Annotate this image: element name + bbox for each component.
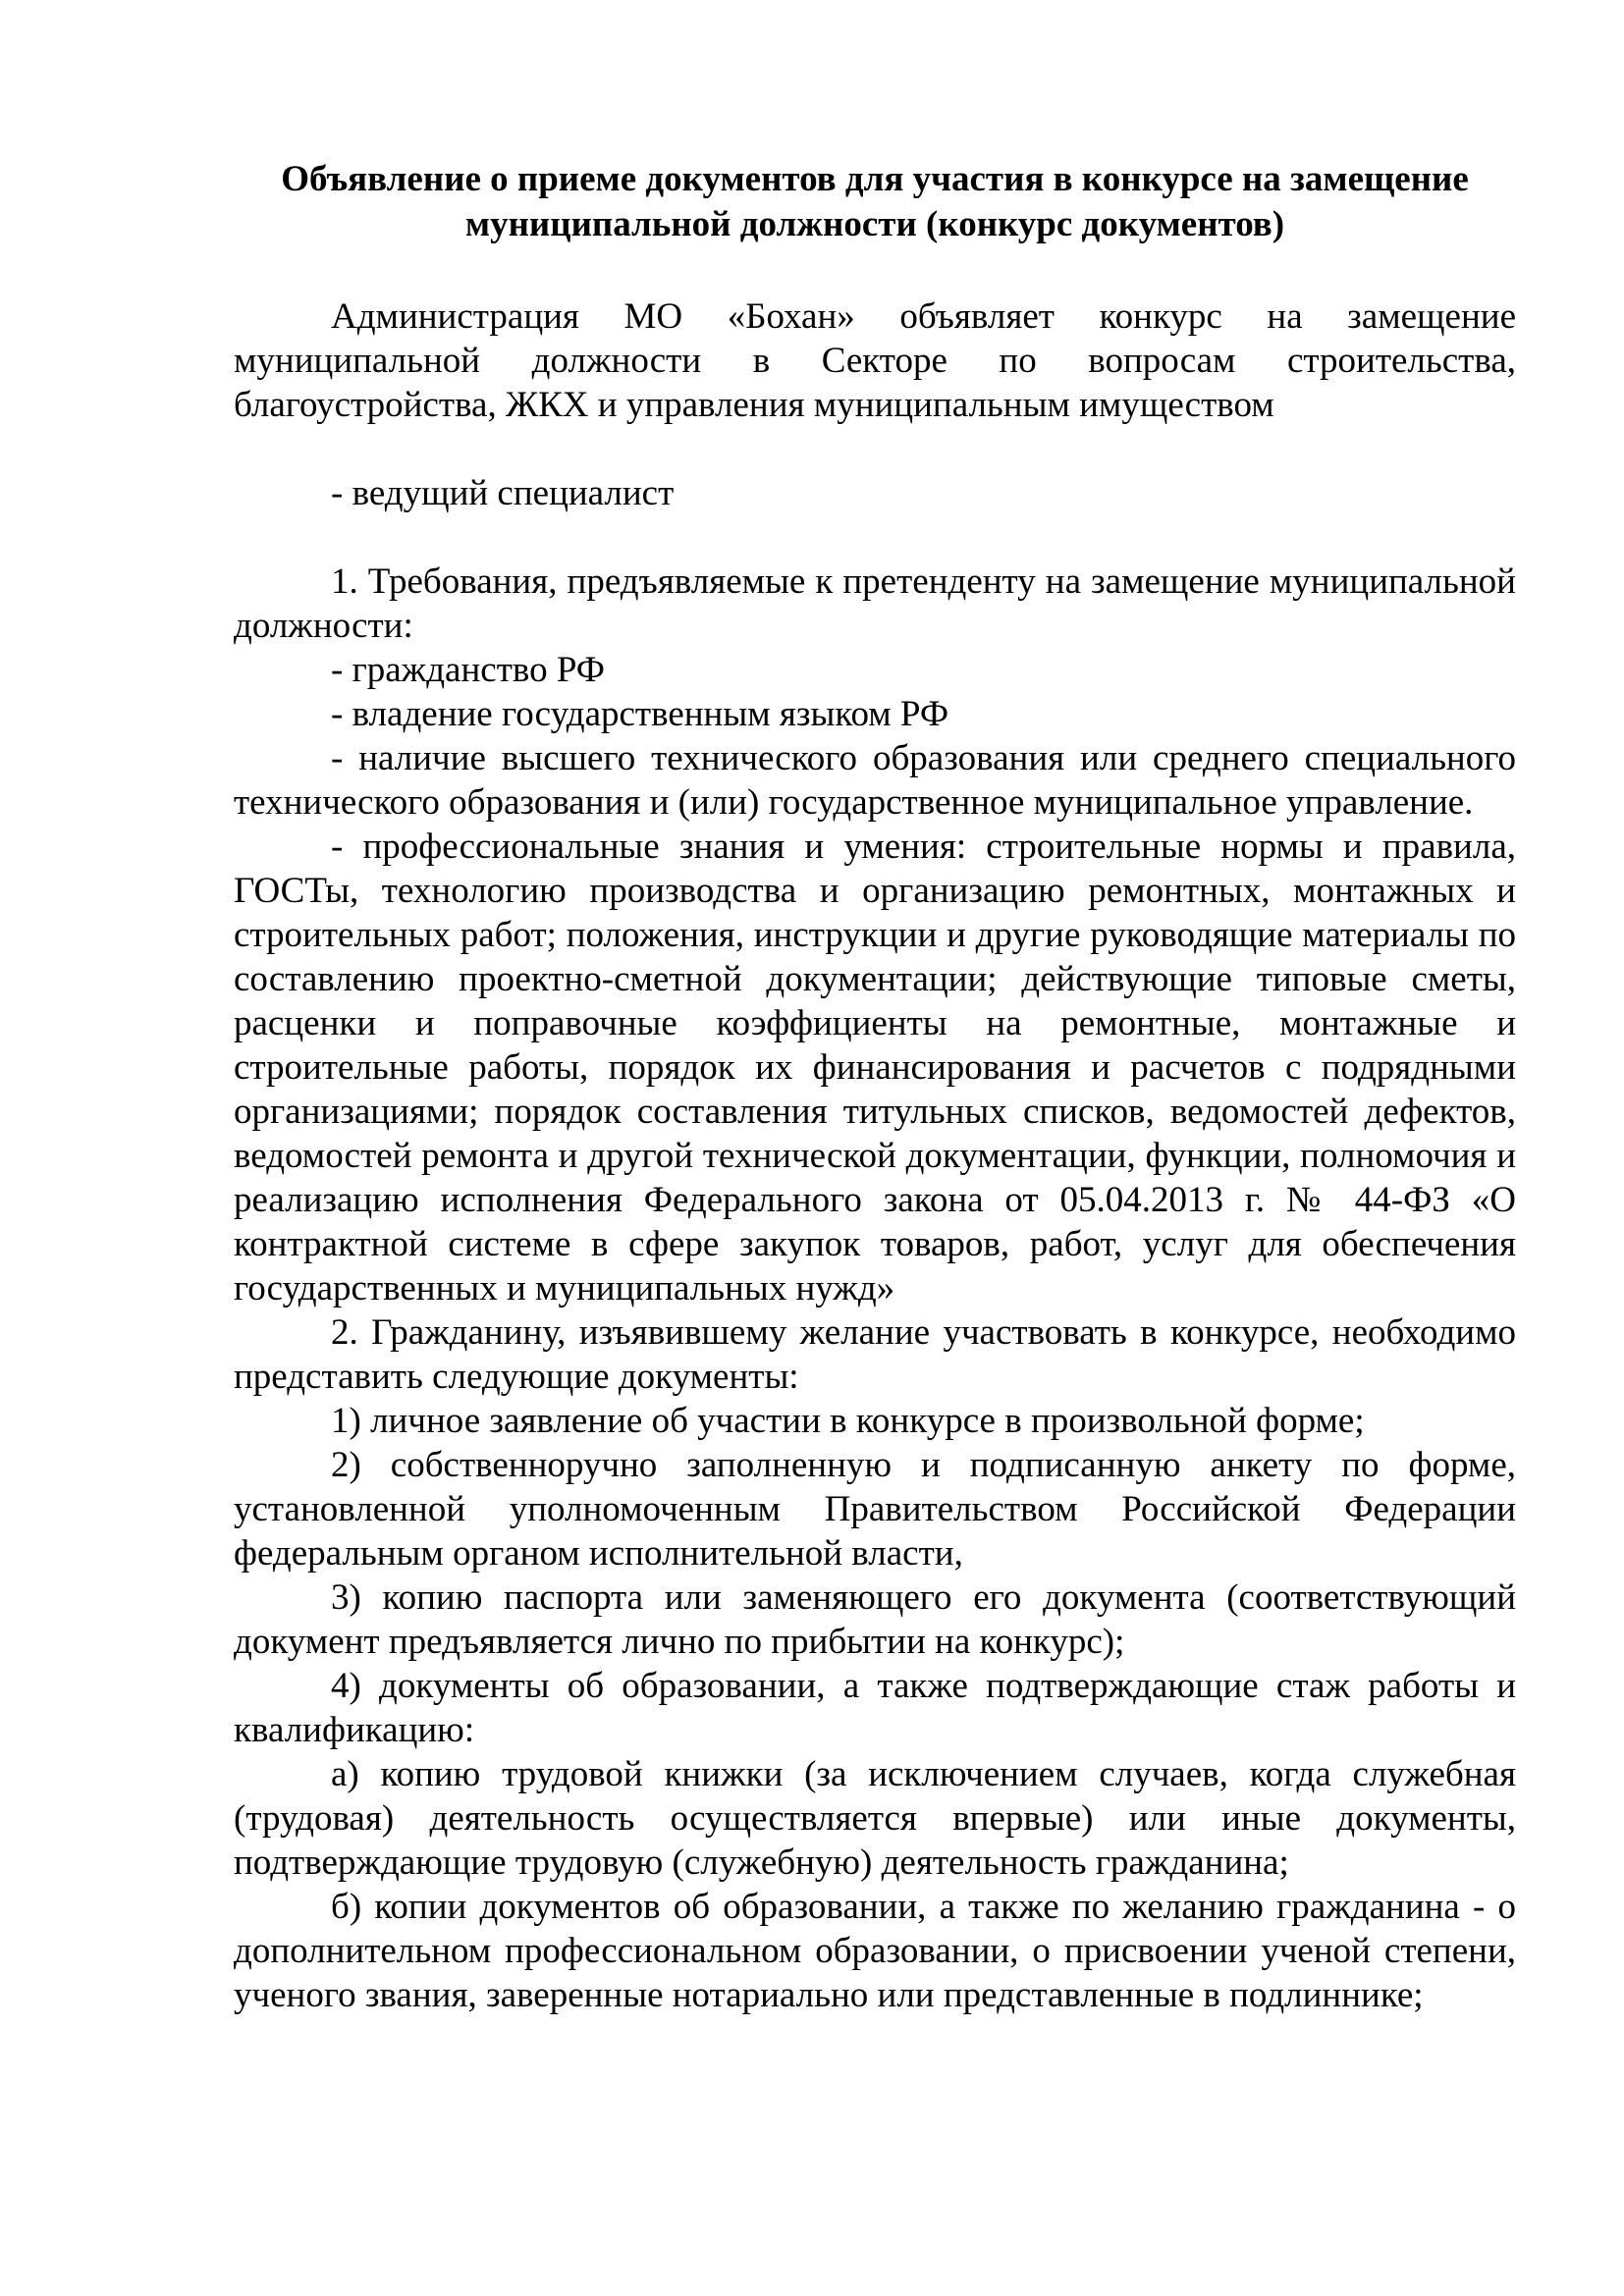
requirement-item: - профессиональные знания и умения: строительные нормы и правила, ГОСТы, технологию производства и организацию ремонтных, монтажных и строительных работ; положения, инструкции и другие руководящие материалы по составлению проектно-сметной документации; действующие типовые сметы, расценки и поправочные коэффициенты на ремонтные, монтажные и строительные работы, порядок их финансирования и расчетов с подрядными организациями; порядок составления титульных списков, ведомостей дефектов, ведомостей ремонта и другой технической документации, функции, полномочия и реализацию исполнения Федерального закона от 05.04.2013 г. № 44-ФЗ «О контрактной системе в сфере закупок товаров, работ, услуг для обеспечения государственных и муниципальных нужд» [234, 827, 1516, 1308]
requirements-heading: 1. Требования, предъявляемые к претенденту на замещение муниципальной должности: [234, 561, 1516, 646]
document-title [234, 157, 1516, 247]
document-item: 3) копию паспорта или заменяющего его документа (соответствующий документ предъявляется лично по прибытии на конкурс); [234, 1577, 1516, 1662]
intro-paragraph: Администрация МО «Бохан» объявляет конкурс на замещение муниципальной должности в Секторе по вопросам строительства, благоустройства, ЖКХ и управления муниципальным имуществом [234, 296, 1516, 425]
document-item: 4) документы об образовании, а также подтверждающие стаж работы и квалификацию: [234, 1666, 1516, 1750]
requirement-item: - владение государственным языком РФ [331, 694, 949, 734]
document-subitem: а) копию трудовой книжки (за исключением случаев, когда служебная (трудовая) деятельность осуществляется впервые) или иные документы, подтверждающие трудовую (служебную) деятельность гражданина; [234, 1754, 1516, 1883]
documents-heading: 2. Гражданину, изъявившему желание участвовать в конкурсе, необходимо представить следующие документы: [234, 1312, 1516, 1397]
requirement-item: - наличие высшего технического образования или среднего специального технического образования и (или) государственное муниципальное управление. [234, 738, 1516, 823]
document-item: 1) личное заявление об участии в конкурсе в произвольной форме; [331, 1401, 1365, 1441]
document-subitem: б) копии документов об образовании, а также по желанию гражданина - о дополнительном профессиональном образовании, о присвоении ученой степени, ученого звания, заверенные нотариально или представленные в подлиннике; [234, 1887, 1516, 2015]
title-line-2: муниципальной должности (конкурс документов) [464, 204, 1285, 244]
title-line-1: Объявление о приеме документов для участия в конкурсе на замещение [281, 159, 1469, 199]
position-paragraph: - ведущий специалист [331, 473, 675, 513]
document-item: 2) собственноручно заполненную и подписанную анкету по форме, установленной уполномоченным Правительством Российской Федерации федеральным органом исполнительной власти, [234, 1445, 1516, 1574]
requirement-item: - гражданство РФ [331, 650, 606, 690]
